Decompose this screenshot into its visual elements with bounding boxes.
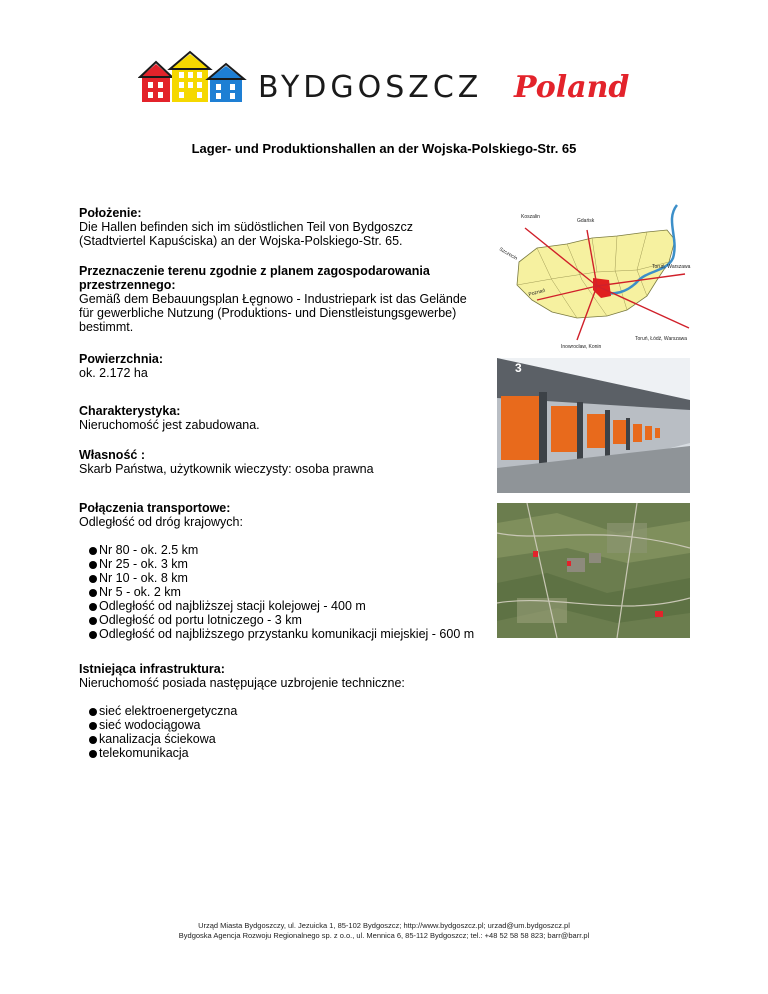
map-label: Koszalin xyxy=(521,214,540,220)
section-characteristics xyxy=(79,404,494,432)
section-area xyxy=(79,352,494,380)
transport-heading: Połączenia transportowe: xyxy=(79,501,231,515)
section-infrastructure xyxy=(79,662,494,760)
list-item: sieć elektroenergetyczna xyxy=(89,704,494,718)
map-label: Szczecin xyxy=(498,246,519,262)
list-item: Nr 25 - ok. 3 km xyxy=(89,557,494,571)
map-label: Toruń, Łódź, Warszawa xyxy=(635,336,688,342)
zoning-text-line: für gewerbliche Nutzung (Produktions- und Dienstleistungsgewerbe) xyxy=(79,306,457,320)
warehouse-photo-graphic xyxy=(497,358,690,493)
list-item: Nr 10 - ok. 8 km xyxy=(89,571,494,585)
characteristics-value: Nieruchomość jest zabudowana. xyxy=(79,418,260,432)
transport-intro: Odległość od dróg krajowych: xyxy=(79,515,243,529)
section-zoning xyxy=(79,264,494,334)
transport-list xyxy=(79,543,494,641)
list-item: Odległość od portu lotniczego - 3 km xyxy=(89,613,494,627)
list-item: Nr 5 - ok. 2 km xyxy=(89,585,494,599)
area-value: ok. 2.172 ha xyxy=(79,366,148,380)
map-label: Toruń, Warszawa xyxy=(652,264,691,270)
map-graphic xyxy=(497,200,697,350)
list-item: kanalizacja ściekowa xyxy=(89,732,494,746)
footer xyxy=(0,921,768,941)
list-item: Nr 80 - ok. 2.5 km xyxy=(89,543,494,557)
list-item: Odległość od najbliższej stacji kolejowej - 400 m xyxy=(89,599,494,613)
list-item: Odległość od najbliższego przystanku komunikacji miejskiej - 600 m xyxy=(89,627,494,641)
location-text-line: Die Hallen befinden sich im südöstlichen Teil von Bydgoszcz xyxy=(79,220,413,234)
aerial-photo xyxy=(497,503,690,638)
map-label: Poznań xyxy=(527,287,546,298)
ownership-value: Skarb Państwa, użytkownik wieczysty: osoba prawna xyxy=(79,462,374,476)
area-heading: Powierzchnia: xyxy=(79,352,164,366)
zoning-text-line: Gemäß dem Bebauungsplan Łęgnowo - Industriepark ist das Gelände xyxy=(79,292,467,306)
gate-number: 3 xyxy=(515,361,522,375)
section-ownership xyxy=(79,448,494,476)
infrastructure-list xyxy=(79,704,494,760)
location-text-line: (Stadtviertel Kapuściska) an der Wojska-Polskiego-Str. 65. xyxy=(79,234,403,248)
list-item: sieć wodociągowa xyxy=(89,718,494,732)
city-location-map xyxy=(497,200,697,350)
map-label: Inowrocław, Konin xyxy=(561,344,602,350)
zoning-heading: Przeznaczenie terenu zgodnie z planem zagospodarowania xyxy=(79,264,430,278)
characteristics-heading: Charakterystyka: xyxy=(79,404,181,418)
infrastructure-heading: Istniejąca infrastruktura: xyxy=(79,662,225,676)
page-title: Lager- und Produktionshallen an der Wojska-Polskiego-Str. 65 xyxy=(191,141,577,156)
zoning-heading: przestrzennego: xyxy=(79,278,176,292)
houses-logo-icon xyxy=(138,50,250,106)
infrastructure-intro: Nieruchomość posiada następujące uzbrojenie techniczne: xyxy=(79,676,405,690)
location-heading: Położenie: xyxy=(79,206,142,220)
footer-line: Bydgoska Agencja Rozwoju Regionalnego sp. z o.o., ul. Mennica 6, 85-112 Bydgoszcz; tel.: +48 52 58 58 823; barr@barr.pl xyxy=(178,931,590,940)
country-wordmark: Poland xyxy=(514,70,630,105)
bydgoszcz-logo xyxy=(138,50,638,110)
warehouse-photo xyxy=(497,358,690,493)
ownership-heading: Własność : xyxy=(79,448,145,462)
section-transport xyxy=(79,501,494,641)
footer-line: Urząd Miasta Bydgoszczy, ul. Jezuicka 1, 85-102 Bydgoszcz; http://www.bydgoszcz.pl; urzad@um.bydgoszcz.pl xyxy=(198,921,570,930)
section-location xyxy=(79,206,494,248)
zoning-text-line: bestimmt. xyxy=(79,320,134,334)
list-item: telekomunikacja xyxy=(89,746,494,760)
brand-wordmark: BYDGOSZCZ xyxy=(258,70,483,105)
aerial-photo-graphic xyxy=(497,503,690,638)
map-label: Gdańsk xyxy=(577,218,595,224)
